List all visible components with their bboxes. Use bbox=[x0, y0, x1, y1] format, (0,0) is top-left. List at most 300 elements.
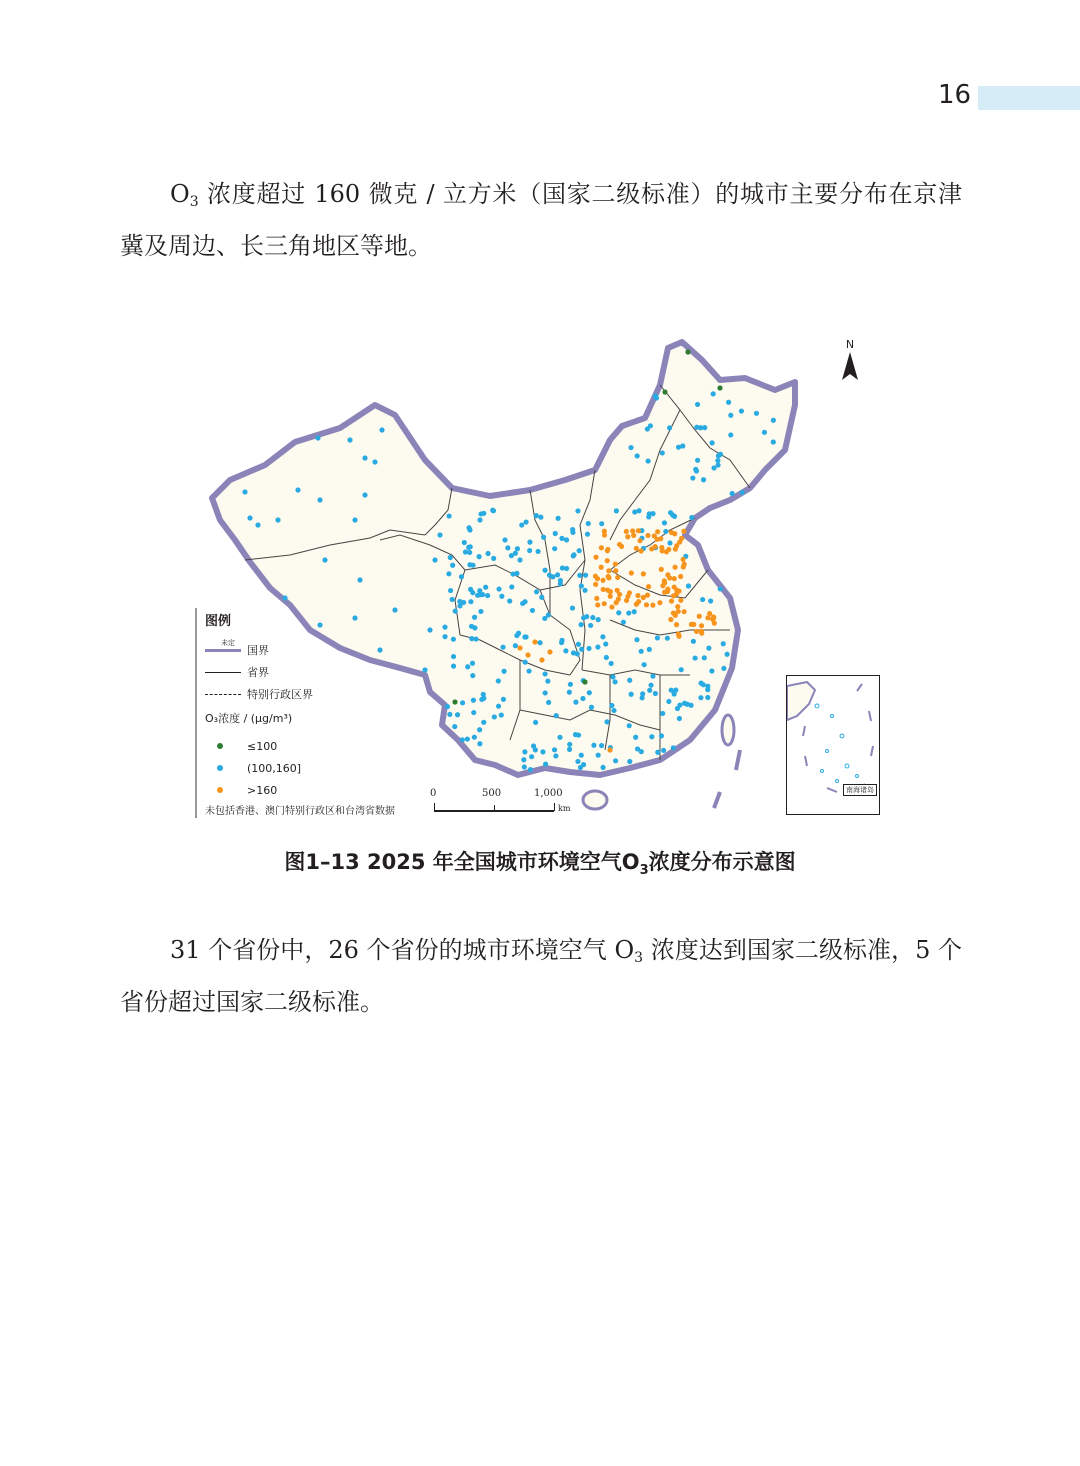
city-point-high bbox=[625, 594, 630, 599]
city-point-high bbox=[689, 622, 694, 627]
city-point-mid bbox=[612, 679, 617, 684]
city-point-mid bbox=[492, 714, 497, 719]
city-point-mid bbox=[362, 492, 367, 497]
city-point-low bbox=[717, 385, 722, 390]
city-point-mid bbox=[635, 453, 640, 458]
city-point-high bbox=[699, 629, 704, 634]
city-point-mid bbox=[580, 696, 585, 701]
city-point-mid bbox=[600, 634, 605, 639]
city-point-mid bbox=[639, 649, 644, 654]
city-point-mid bbox=[675, 706, 680, 711]
city-point-mid bbox=[513, 551, 518, 556]
city-point-high bbox=[674, 622, 679, 627]
city-point-mid bbox=[501, 669, 506, 674]
city-point-mid bbox=[451, 637, 456, 642]
city-point-mid bbox=[616, 610, 621, 615]
city-point-high bbox=[634, 546, 639, 551]
city-point-mid bbox=[653, 691, 658, 696]
city-point-mid bbox=[460, 700, 465, 705]
city-point-mid bbox=[521, 757, 526, 762]
city-point-mid bbox=[660, 711, 665, 716]
paragraph-1-text: 浓度超过 160 微克 / 立方米（国家二级标准）的城市主要分布在京津冀及周边、长三角地区等地。 bbox=[120, 180, 962, 260]
city-point-mid bbox=[470, 590, 475, 595]
city-point-high bbox=[645, 593, 650, 598]
city-point-mid bbox=[491, 508, 496, 513]
city-point-high bbox=[672, 565, 677, 570]
city-point-high bbox=[624, 529, 629, 534]
city-point-high bbox=[594, 596, 599, 601]
city-point-high bbox=[606, 575, 611, 580]
city-point-mid bbox=[662, 520, 667, 525]
city-point-mid bbox=[716, 462, 721, 467]
city-point-mid bbox=[564, 566, 569, 571]
city-point-high bbox=[694, 629, 699, 634]
undetermined-label: 未定 bbox=[221, 639, 235, 647]
city-point-mid bbox=[648, 683, 653, 688]
sea-boundary-marks bbox=[714, 750, 740, 808]
city-point-mid bbox=[708, 598, 713, 603]
city-point-mid bbox=[575, 508, 580, 513]
legend-dot-low bbox=[217, 743, 223, 749]
city-point-mid bbox=[771, 439, 776, 444]
inset-label: 南海诸岛 bbox=[843, 784, 877, 796]
city-point-mid bbox=[771, 418, 776, 423]
city-point-high bbox=[525, 652, 530, 657]
page-number: 16 bbox=[938, 80, 972, 110]
city-point-high bbox=[608, 594, 613, 599]
city-point-high bbox=[662, 590, 667, 595]
city-point-mid bbox=[538, 515, 543, 520]
city-point-mid bbox=[481, 720, 486, 725]
city-point-mid bbox=[633, 735, 638, 740]
city-point-mid bbox=[698, 681, 703, 686]
city-point-mid bbox=[460, 737, 465, 742]
city-point-mid bbox=[596, 617, 601, 622]
city-point-mid bbox=[647, 647, 652, 652]
city-point-mid bbox=[709, 668, 714, 673]
city-point-mid bbox=[517, 557, 522, 562]
city-point-high bbox=[595, 602, 600, 607]
city-point-mid bbox=[533, 720, 538, 725]
city-point-mid bbox=[499, 594, 504, 599]
city-point-mid bbox=[470, 563, 475, 568]
city-point-high bbox=[672, 576, 677, 581]
city-point-mid bbox=[609, 703, 614, 708]
city-point-mid bbox=[583, 573, 588, 578]
legend-high-label: >160 bbox=[247, 783, 278, 797]
city-point-high bbox=[645, 533, 650, 538]
city-point-mid bbox=[621, 620, 626, 625]
city-point-high bbox=[672, 584, 677, 589]
city-point-mid bbox=[357, 577, 362, 582]
city-point-high bbox=[593, 574, 598, 579]
city-point-mid bbox=[639, 749, 644, 754]
north-arrow bbox=[838, 336, 862, 386]
city-point-high bbox=[606, 568, 611, 573]
city-point-mid bbox=[557, 735, 562, 740]
city-point-high bbox=[615, 575, 620, 580]
city-point-mid bbox=[578, 622, 583, 627]
city-point-mid bbox=[468, 599, 473, 604]
city-point-mid bbox=[705, 687, 710, 692]
city-point-mid bbox=[692, 655, 697, 660]
city-point-mid bbox=[655, 635, 660, 640]
city-point-mid bbox=[672, 514, 677, 519]
city-point-high bbox=[682, 609, 687, 614]
city-point-mid bbox=[599, 743, 604, 748]
city-point-high bbox=[681, 529, 686, 534]
city-point-mid bbox=[514, 633, 519, 638]
city-point-mid bbox=[579, 583, 584, 588]
city-point-mid bbox=[648, 423, 653, 428]
city-point-mid bbox=[581, 762, 586, 767]
city-point-high bbox=[650, 603, 655, 608]
city-point-mid bbox=[577, 548, 582, 553]
city-point-mid bbox=[507, 598, 512, 603]
city-point-mid bbox=[550, 574, 555, 579]
city-point-high bbox=[707, 611, 712, 616]
legend-mid-label: (100,160] bbox=[247, 761, 302, 775]
city-point-mid bbox=[457, 603, 462, 608]
city-point-mid bbox=[730, 491, 735, 496]
city-point-mid bbox=[534, 513, 539, 518]
city-point-mid bbox=[676, 445, 681, 450]
city-point-high bbox=[600, 578, 605, 583]
city-point-mid bbox=[646, 458, 651, 463]
city-point-mid bbox=[571, 553, 576, 558]
city-point-mid bbox=[559, 536, 564, 541]
legend-note: 未包括香港、澳门特别行政区和台湾省数据 bbox=[205, 806, 395, 817]
city-point-mid bbox=[587, 690, 592, 695]
city-point-mid bbox=[442, 634, 447, 639]
city-point-mid bbox=[491, 556, 496, 561]
city-point-mid bbox=[509, 584, 514, 589]
city-point-mid bbox=[447, 513, 452, 518]
city-point-high bbox=[671, 610, 676, 615]
city-point-mid bbox=[478, 609, 483, 614]
city-point-mid bbox=[568, 682, 573, 687]
city-point-mid bbox=[523, 660, 528, 665]
city-point-mid bbox=[632, 609, 637, 614]
city-point-high bbox=[593, 582, 598, 587]
city-point-mid bbox=[529, 754, 534, 759]
city-point-mid bbox=[540, 749, 545, 754]
city-point-mid bbox=[636, 508, 641, 513]
city-point-mid bbox=[626, 610, 631, 615]
city-point-mid bbox=[693, 467, 698, 472]
city-point-mid bbox=[627, 723, 632, 728]
city-point-mid bbox=[528, 767, 533, 772]
city-point-high bbox=[602, 532, 607, 537]
city-point-mid bbox=[570, 530, 575, 535]
city-point-mid bbox=[542, 568, 547, 573]
city-point-mid bbox=[591, 743, 596, 748]
city-point-high bbox=[637, 538, 642, 543]
paragraph-2-subscript: 3 bbox=[634, 950, 644, 966]
city-point-mid bbox=[698, 695, 703, 700]
city-point-mid bbox=[322, 557, 327, 562]
city-point-mid bbox=[649, 734, 654, 739]
city-point-mid bbox=[477, 741, 482, 746]
city-point-mid bbox=[448, 555, 453, 560]
city-point-mid bbox=[728, 413, 733, 418]
city-point-high bbox=[625, 534, 630, 539]
city-point-mid bbox=[718, 586, 723, 591]
city-point-mid bbox=[579, 647, 584, 652]
city-point-mid bbox=[471, 710, 476, 715]
city-point-mid bbox=[552, 546, 557, 551]
city-point-high bbox=[646, 584, 651, 589]
city-point-mid bbox=[533, 747, 538, 752]
city-point-mid bbox=[567, 742, 572, 747]
city-point-mid bbox=[661, 748, 666, 753]
page-tab-decoration bbox=[978, 86, 1080, 110]
city-point-low bbox=[685, 349, 690, 354]
south-china-sea-inset bbox=[786, 675, 880, 815]
city-point-high bbox=[641, 571, 646, 576]
city-point-mid bbox=[447, 712, 452, 717]
city-point-mid bbox=[671, 745, 676, 750]
city-point-high bbox=[605, 558, 610, 563]
city-point-mid bbox=[613, 758, 618, 763]
o3-symbol: O bbox=[170, 180, 190, 208]
city-point-mid bbox=[347, 437, 352, 442]
city-point-high bbox=[613, 568, 618, 573]
city-point-mid bbox=[522, 599, 527, 604]
city-point-high bbox=[631, 533, 636, 538]
city-point-mid bbox=[556, 516, 561, 521]
city-point-mid bbox=[459, 574, 464, 579]
city-point-mid bbox=[472, 615, 477, 620]
city-point-mid bbox=[522, 764, 527, 769]
city-point-mid bbox=[668, 510, 673, 515]
scale-tick-1000: 1,000 bbox=[534, 788, 563, 799]
city-point-mid bbox=[275, 517, 280, 522]
paragraph-2-text-b: 浓度达到国家二级标准，5 个省份超过国家二级标准。 bbox=[120, 936, 963, 1016]
city-point-mid bbox=[715, 458, 720, 463]
legend-concentration-title: O₃浓度 / (μg/m³) bbox=[205, 712, 293, 725]
city-point-mid bbox=[465, 664, 470, 669]
city-point-high bbox=[669, 530, 674, 535]
city-point-high bbox=[673, 546, 678, 551]
city-point-mid bbox=[726, 400, 731, 405]
city-point-high bbox=[609, 604, 614, 609]
city-point-high bbox=[710, 617, 715, 622]
city-point-mid bbox=[477, 727, 482, 732]
city-point-high bbox=[676, 609, 681, 614]
city-point-mid bbox=[552, 747, 557, 752]
city-point-mid bbox=[642, 662, 647, 667]
city-point-mid bbox=[686, 583, 691, 588]
city-point-mid bbox=[432, 557, 437, 562]
city-point-high bbox=[614, 600, 619, 605]
city-point-high bbox=[607, 747, 612, 752]
city-point-high bbox=[669, 599, 674, 604]
city-point-mid bbox=[627, 759, 632, 764]
legend-dot-mid bbox=[217, 765, 223, 771]
city-point-mid bbox=[501, 697, 506, 702]
city-point-mid bbox=[463, 549, 468, 554]
city-point-mid bbox=[545, 679, 550, 684]
city-point-mid bbox=[352, 517, 357, 522]
scale-bar bbox=[430, 788, 580, 818]
city-point-high bbox=[678, 598, 683, 603]
city-point-mid bbox=[519, 522, 524, 527]
city-point-high bbox=[638, 548, 643, 553]
scale-tick-500: 500 bbox=[482, 788, 502, 799]
city-point-mid bbox=[546, 700, 551, 705]
city-point-high bbox=[547, 649, 552, 654]
city-point-mid bbox=[496, 586, 501, 591]
city-point-high bbox=[679, 536, 684, 541]
city-point-mid bbox=[451, 654, 456, 659]
city-point-mid bbox=[586, 521, 591, 526]
legend-national-border: 国界 bbox=[247, 644, 269, 657]
city-point-mid bbox=[721, 641, 726, 646]
city-point-mid bbox=[740, 490, 745, 495]
city-point-mid bbox=[691, 639, 696, 644]
city-point-mid bbox=[739, 408, 744, 413]
paragraph-2-text-a: 31 个省份中，26 个省份的城市环境空气 O bbox=[170, 936, 635, 964]
city-point-mid bbox=[647, 688, 652, 693]
city-point-mid bbox=[553, 753, 558, 758]
city-point-high bbox=[599, 565, 604, 570]
o3-subscript: 3 bbox=[189, 194, 199, 210]
city-point-mid bbox=[582, 588, 587, 593]
city-point-mid bbox=[379, 427, 384, 432]
city-point-mid bbox=[690, 475, 695, 480]
city-point-mid bbox=[590, 615, 595, 620]
city-point-mid bbox=[450, 563, 455, 568]
figure-caption bbox=[0, 846, 1080, 878]
city-point-mid bbox=[695, 458, 700, 463]
city-point-mid bbox=[660, 450, 665, 455]
city-point-mid bbox=[599, 521, 604, 526]
city-point-high bbox=[617, 592, 622, 597]
city-point-high bbox=[665, 572, 670, 577]
city-point-high bbox=[636, 599, 641, 604]
map-legend bbox=[195, 608, 435, 818]
city-point-mid bbox=[543, 690, 548, 695]
city-point-mid bbox=[579, 753, 584, 758]
paragraph-2 bbox=[120, 928, 962, 1024]
city-point-mid bbox=[477, 554, 482, 559]
city-point-mid bbox=[600, 765, 605, 770]
city-point-mid bbox=[247, 515, 252, 520]
city-point-mid bbox=[317, 497, 322, 502]
city-point-high bbox=[608, 589, 613, 594]
city-point-mid bbox=[559, 638, 564, 643]
city-point-mid bbox=[539, 595, 544, 600]
city-point-mid bbox=[563, 648, 568, 653]
city-point-mid bbox=[564, 537, 569, 542]
city-point-mid bbox=[530, 608, 535, 613]
city-point-mid bbox=[315, 435, 320, 440]
city-point-high bbox=[517, 645, 522, 650]
city-point-mid bbox=[457, 599, 462, 604]
city-point-high bbox=[599, 545, 604, 550]
city-point-mid bbox=[706, 646, 711, 651]
city-point-mid bbox=[665, 636, 670, 641]
city-point-mid bbox=[282, 595, 287, 600]
city-point-mid bbox=[555, 572, 560, 577]
city-point-mid bbox=[571, 650, 576, 655]
city-point-mid bbox=[505, 545, 510, 550]
city-point-mid bbox=[465, 736, 470, 741]
caption-prefix: 图1–13 2025 年全国城市环境空气O bbox=[284, 850, 640, 874]
city-point-mid bbox=[573, 700, 578, 705]
city-point-mid bbox=[650, 674, 655, 679]
city-point-mid bbox=[466, 545, 471, 550]
city-point-mid bbox=[496, 704, 501, 709]
city-point-mid bbox=[553, 531, 558, 536]
city-point-mid bbox=[709, 440, 714, 445]
city-point-mid bbox=[610, 674, 615, 679]
city-point-high bbox=[657, 600, 662, 605]
city-point-mid bbox=[469, 636, 474, 641]
city-point-mid bbox=[478, 511, 483, 516]
city-point-mid bbox=[604, 719, 609, 724]
city-point-mid bbox=[604, 655, 609, 660]
city-point-mid bbox=[627, 678, 632, 683]
city-point-mid bbox=[485, 593, 490, 598]
city-point-mid bbox=[362, 455, 367, 460]
city-point-mid bbox=[470, 673, 475, 678]
city-point-mid bbox=[522, 634, 527, 639]
city-point-mid bbox=[475, 593, 480, 598]
city-point-mid bbox=[673, 687, 678, 692]
city-point-mid bbox=[628, 445, 633, 450]
city-point-high bbox=[601, 587, 606, 592]
city-point-mid bbox=[554, 713, 559, 718]
city-point-mid bbox=[541, 535, 546, 540]
city-point-high bbox=[697, 614, 702, 619]
city-point-mid bbox=[588, 623, 593, 628]
city-point-mid bbox=[609, 661, 614, 666]
city-point-mid bbox=[437, 532, 442, 537]
city-point-mid bbox=[589, 705, 594, 710]
city-point-mid bbox=[483, 585, 488, 590]
city-point-high bbox=[678, 574, 683, 579]
city-point-mid bbox=[705, 695, 710, 700]
city-point-high bbox=[676, 634, 681, 639]
city-point-high bbox=[649, 546, 654, 551]
city-point-high bbox=[635, 593, 640, 598]
city-point-low bbox=[582, 679, 587, 684]
city-point-mid bbox=[522, 749, 527, 754]
city-point-mid bbox=[255, 522, 260, 527]
city-point-mid bbox=[667, 540, 672, 545]
city-point-high bbox=[676, 588, 681, 593]
city-point-high bbox=[699, 623, 704, 628]
city-point-mid bbox=[754, 411, 759, 416]
city-point-mid bbox=[685, 702, 690, 707]
city-point-mid bbox=[585, 532, 590, 537]
city-point-mid bbox=[728, 432, 733, 437]
city-point-mid bbox=[453, 609, 458, 614]
city-point-high bbox=[629, 570, 634, 575]
city-point-mid bbox=[677, 716, 682, 721]
paragraph-1 bbox=[120, 172, 962, 268]
city-point-mid bbox=[543, 762, 548, 767]
city-point-mid bbox=[242, 489, 247, 494]
city-point-high bbox=[655, 529, 660, 534]
city-point-mid bbox=[527, 548, 532, 553]
city-point-mid bbox=[701, 477, 706, 482]
city-point-high bbox=[613, 561, 618, 566]
city-point-mid bbox=[629, 692, 634, 697]
city-point-mid bbox=[679, 667, 684, 672]
